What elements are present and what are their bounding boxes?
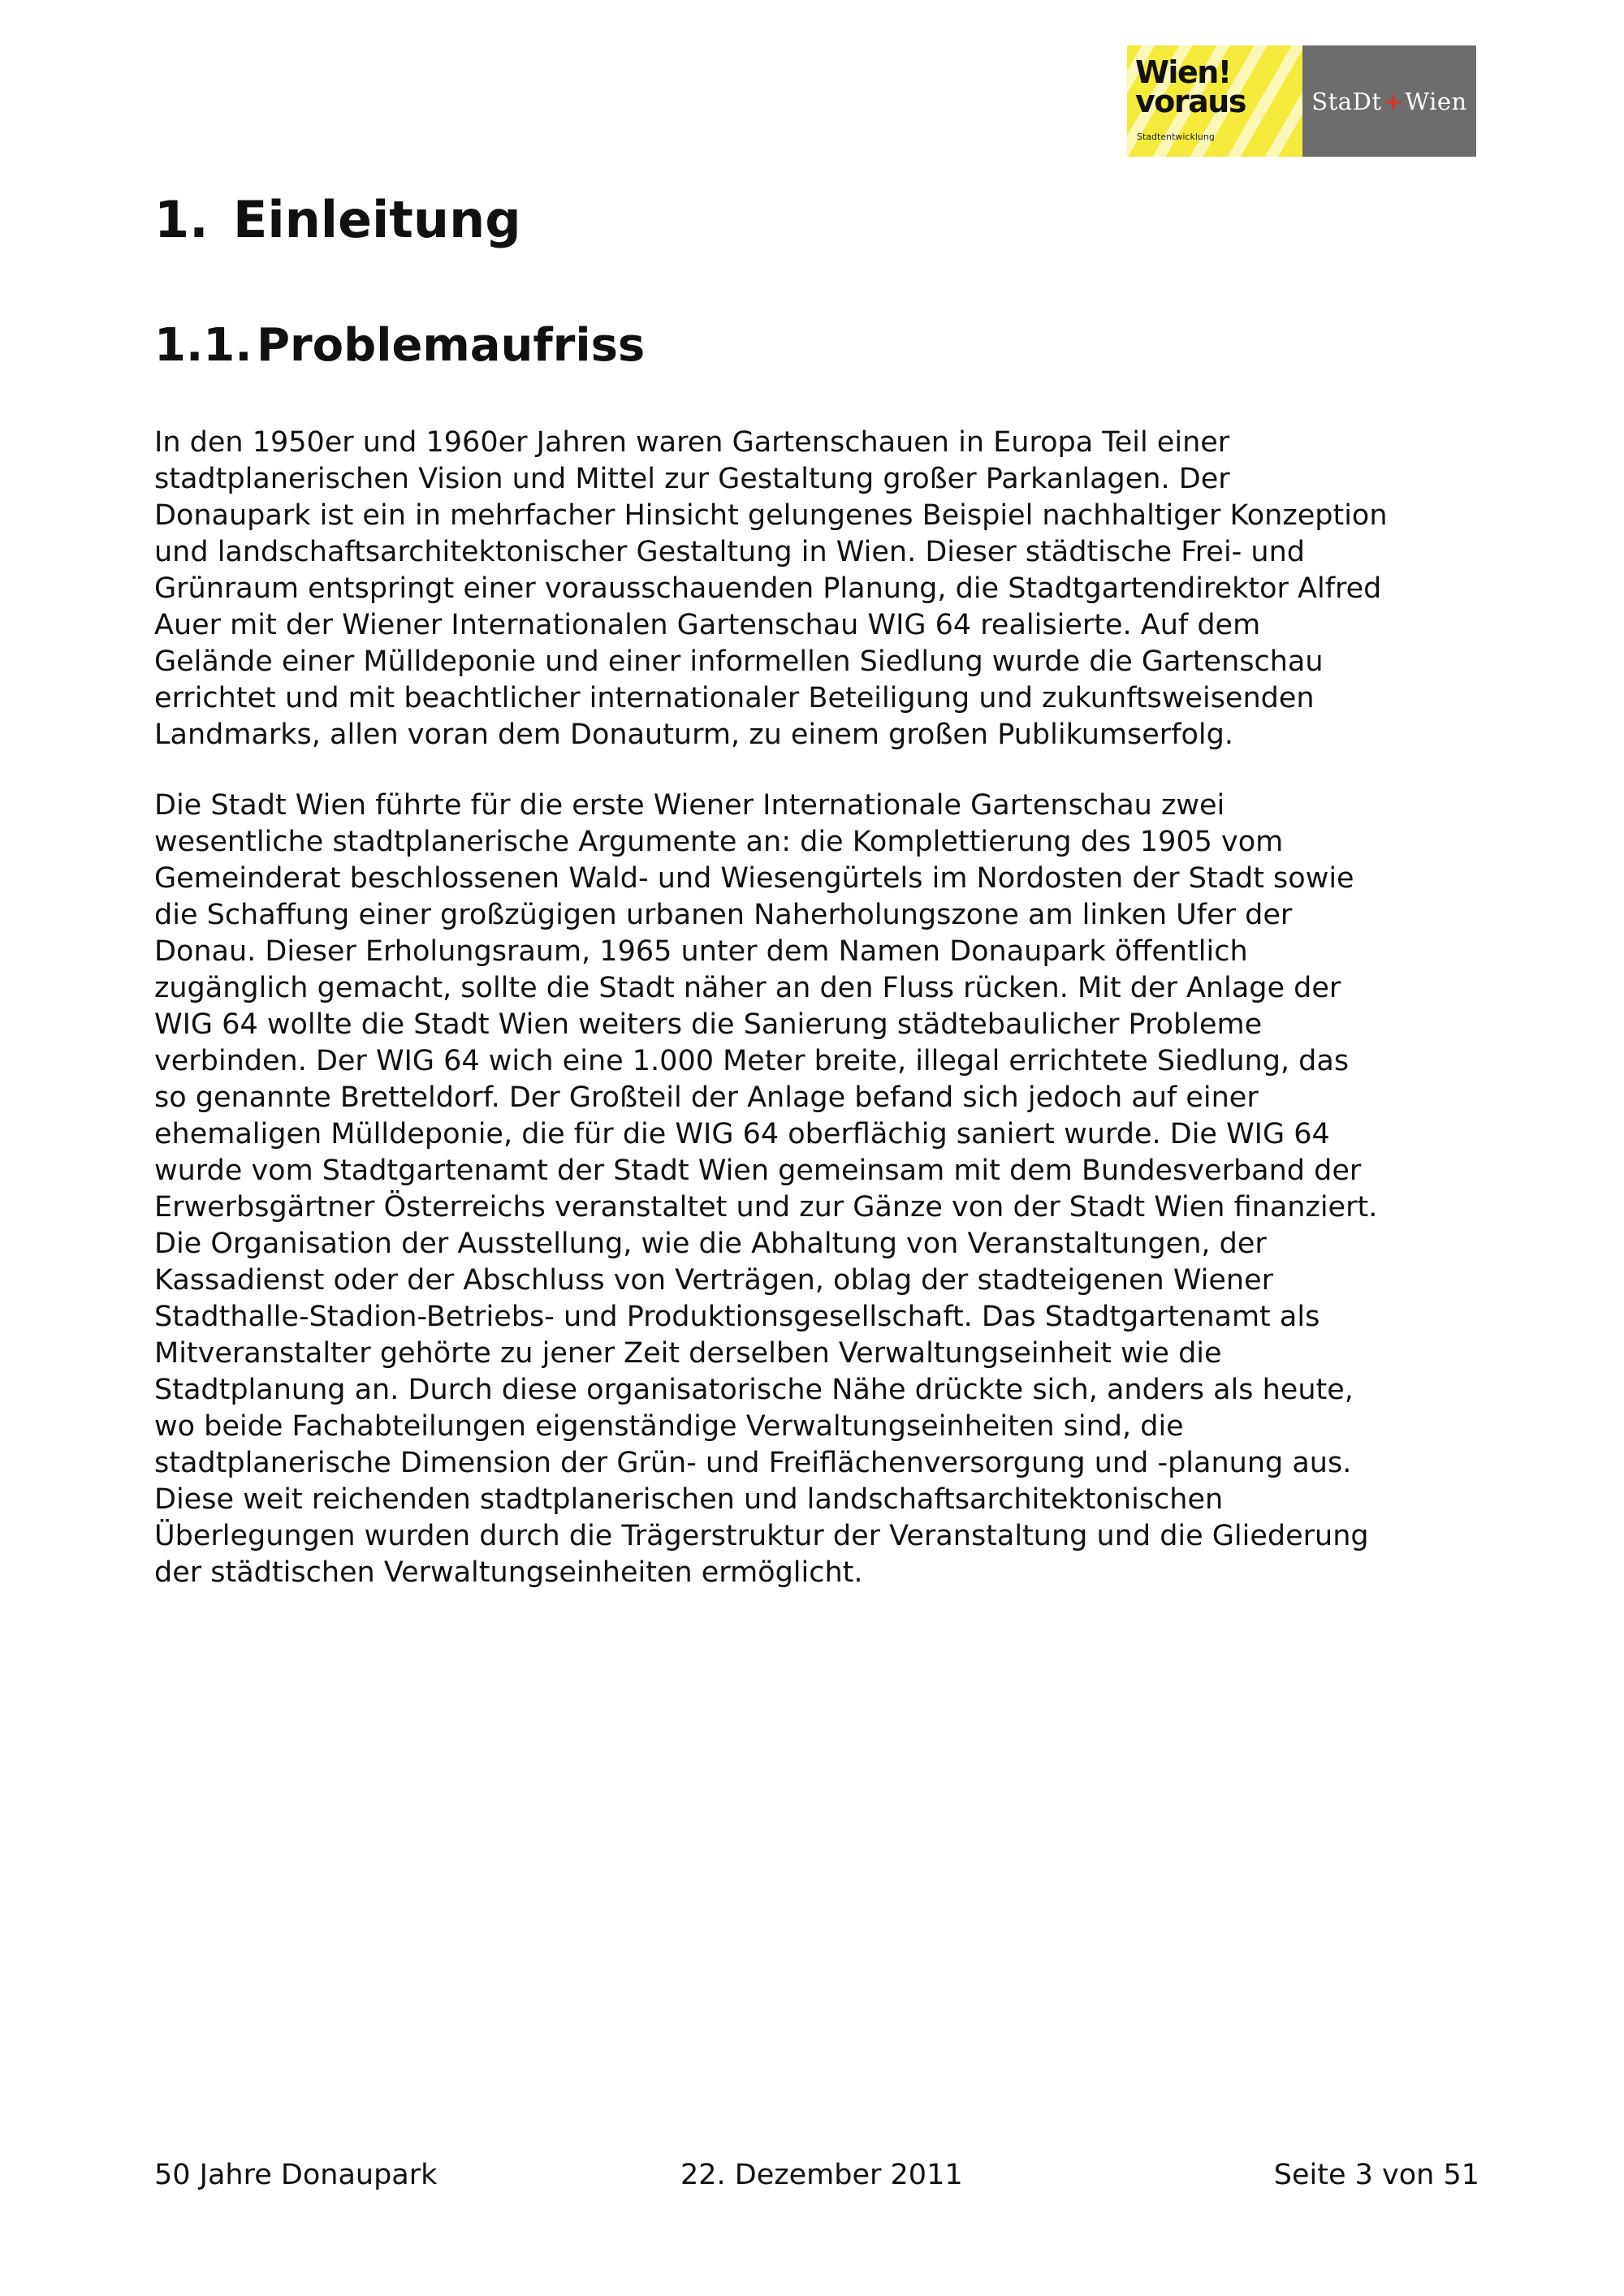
footer-date: 22. Dezember 2011 [680, 2159, 963, 2191]
paragraph-line: Diese weit reichenden stadtplanerischen und landschaftsarchitektonischen [154, 1483, 1224, 1516]
paragraph-line: Überlegungen wurden durch die Trägerstruktur der Veranstaltung und die Gliederung [154, 1520, 1369, 1552]
vienna-cross-icon: + [1383, 87, 1404, 115]
paragraph-line: Die Stadt Wien führte für die erste Wiener Internationale Gartenschau zwei [154, 789, 1225, 822]
paragraph-line: die Schaffung einer großzügigen urbanen Naherholungszone am linken Ufer der [154, 899, 1293, 931]
paragraph-line: Kassadienst oder der Abschluss von Verträgen, oblag der stadteigenen Wiener [154, 1264, 1274, 1297]
header-logos [1127, 45, 1476, 157]
paragraph-line: Stadthalle-Stadion-Betriebs- und Produktionsgesellschaft. Das Stadtgartenamt als [154, 1301, 1320, 1333]
paragraph-line: wurde vom Stadtgartenamt der Stadt Wien gemeinsam mit dem Bundesverband der [154, 1154, 1362, 1187]
paragraph-line: Stadtplanung an. Durch diese organisatorische Nähe drückte sich, anders als heute, [154, 1374, 1354, 1406]
section-number: 1.1. [154, 319, 253, 372]
paragraph-line: und landschaftsarchitektonischer Gestaltung in Wien. Dieser städtische Frei- und [154, 536, 1306, 568]
wien-voraus-logo [1127, 45, 1302, 157]
paragraph-line: Erwerbsgärtner Österreichs veranstaltet und zur Gänze von der Stadt Wien finanziert. [154, 1191, 1378, 1224]
paragraph-line: Donaupark ist ein in mehrfacher Hinsicht gelungenes Beispiel nachhaltiger Konzeption [154, 499, 1388, 532]
page-footer [154, 2157, 1479, 2193]
chapter-title: Einleitung [233, 190, 521, 249]
paragraph-line: stadtplanerische Dimension der Grün- und Freiflächenversorgung und -planung aus. [154, 1447, 1352, 1479]
paragraph-line: Landmarks, allen voran dem Donauturm, zu einem großen Publikumserfolg. [154, 719, 1233, 751]
stadt-wien-logo-text-a: StaDt [1311, 87, 1382, 115]
paragraph-line: In den 1950er und 1960er Jahren waren Gartenschauen in Europa Teil einer [154, 426, 1230, 459]
paragraph-line: WIG 64 wollte die Stadt Wien weiters die Sanierung städtebaulicher Probleme [154, 1008, 1263, 1041]
logo-line-1: Wien! [1135, 54, 1231, 90]
paragraph-1 [154, 425, 1486, 753]
stadt-wien-logo-text-b: Wien [1405, 87, 1467, 115]
paragraph-line: zugänglich gemacht, sollte die Stadt näher an den Fluss rücken. Mit der Anlage der [154, 972, 1341, 1004]
paragraph-line: Die Organisation der Ausstellung, wie die Abhaltung von Veranstaltungen, der [154, 1228, 1267, 1260]
paragraph-line: Grünraum entspringt einer vorausschauenden Planung, die Stadtgartendirektor Alfred [154, 572, 1382, 605]
chapter-heading [154, 190, 521, 249]
section-title: Problemaufriss [257, 319, 646, 372]
paragraph-line: Donau. Dieser Erholungsraum, 1965 unter dem Namen Donaupark öffentlich [154, 935, 1248, 968]
paragraph-line: wo beide Fachabteilungen eigenständige Verwaltungseinheiten sind, die [154, 1410, 1184, 1443]
section-heading [154, 319, 646, 372]
paragraph-line: stadtplanerischen Vision und Mittel zur Gestaltung großer Parkanlagen. Der [154, 463, 1230, 495]
logo-line-3: Stadtentwicklung [1137, 132, 1215, 142]
paragraph-line: Gelände einer Mülldeponie und einer informellen Siedlung wurde die Gartenschau [154, 645, 1324, 678]
paragraph-2 [154, 788, 1486, 1591]
chapter-number: 1. [154, 190, 209, 249]
paragraph-line: ehemaligen Mülldeponie, die für die WIG 64 oberflächig saniert wurde. Die WIG 64 [154, 1118, 1330, 1150]
paragraph-line: Gemeinderat beschlossenen Wald- und Wiesengürtels im Nordosten der Stadt sowie [154, 862, 1354, 895]
paragraph-line: so genannte Bretteldorf. Der Großteil der Anlage befand sich jedoch auf einer [154, 1081, 1259, 1114]
footer-page-number: Seite 3 von 51 [1273, 2159, 1479, 2191]
paragraph-line: Mitveranstalter gehörte zu jener Zeit derselben Verwaltungseinheit wie die [154, 1337, 1222, 1370]
paragraph-line: verbinden. Der WIG 64 wich eine 1.000 Meter breite, illegal errichtete Siedlung, das [154, 1045, 1350, 1077]
footer-title: 50 Jahre Donaupark [154, 2159, 438, 2191]
paragraph-line: errichtet und mit beachtlicher internationaler Beteiligung und zukunftsweisenden [154, 682, 1315, 714]
logo-line-2: voraus [1135, 84, 1246, 119]
paragraph-line: Auer mit der Wiener Internationalen Gartenschau WIG 64 realisierte. Auf dem [154, 609, 1261, 641]
paragraph-line: wesentliche stadtplanerische Argumente an: die Komplettierung des 1905 vom [154, 826, 1284, 858]
paragraph-line: der städtischen Verwaltungseinheiten ermöglicht. [154, 1556, 863, 1589]
stadt-wien-logo [1302, 45, 1476, 157]
